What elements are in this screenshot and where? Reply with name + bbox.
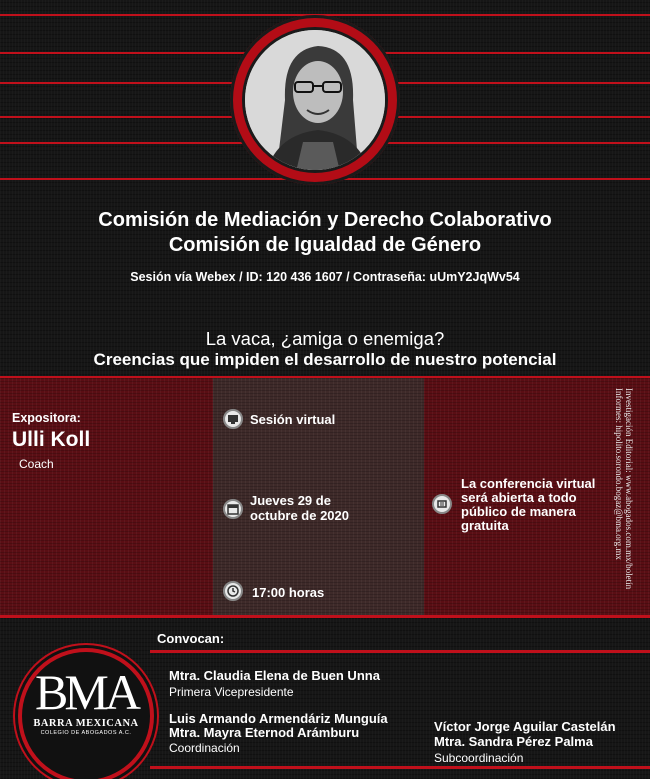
session-mode: Sesión virtual xyxy=(250,412,336,427)
speaker-photo xyxy=(242,27,388,173)
logo-initials: BMA xyxy=(35,664,137,720)
bma-logo-text xyxy=(20,664,152,736)
access-line4: gratuita xyxy=(461,518,509,533)
access-line2: será abierta a todo xyxy=(461,490,577,505)
subcoordinator-role: Subcoordinación xyxy=(434,751,524,765)
access-icon xyxy=(432,494,452,514)
calendar-icon xyxy=(223,499,243,519)
speaker-role: Coach xyxy=(19,457,54,471)
subcoordinator-name-1: Víctor Jorge Aguilar Castelán xyxy=(434,719,616,734)
access-line1: La conferencia virtual xyxy=(461,476,596,491)
coordinator-name-1: Luis Armando Armendáriz Munguía xyxy=(169,711,388,726)
president-role: Primera Vicepresidente xyxy=(169,685,294,699)
topic-subtitle: Creencias que impiden el desarrollo de nuestro potencial xyxy=(93,350,557,369)
divider xyxy=(150,650,650,653)
logo-name: BARRA MEXICANA xyxy=(33,718,139,729)
speaker-label: Expositora: xyxy=(12,411,81,425)
event-date-line1: Jueves 29 de xyxy=(250,493,331,508)
coordinator-name-2: Mtra. Mayra Eternod Arámburu xyxy=(169,725,360,740)
contact-line2: Informes: hipolito.sorondo.bogaz@bma.org.mx xyxy=(614,388,624,560)
event-time: 17:00 horas xyxy=(252,585,325,600)
topic-title: La vaca, ¿amiga o enemiga? xyxy=(205,328,445,349)
committee-title-2: Comisión de Igualdad de Género xyxy=(168,234,482,256)
divider xyxy=(150,766,650,769)
divider xyxy=(0,615,650,618)
logo-subtitle: COLEGIO DE ABOGADOS A.C. xyxy=(40,730,132,736)
contact-vertical xyxy=(614,388,634,606)
session-info: Sesión vía Webex / ID: 120 436 1607 / Contraseña: uUmY2JqWv54 xyxy=(130,270,520,284)
contact-line1: Investigación Editorial: www.abogados.com.mx/boletín xyxy=(624,388,634,590)
speaker-name: Ulli Koll xyxy=(12,428,91,451)
coordinator-role: Coordinación xyxy=(169,741,240,755)
subcoordinator-name-2: Mtra. Sandra Pérez Palma xyxy=(434,734,593,749)
committee-title-1: Comisión de Mediación y Derecho Colaborativo xyxy=(98,209,552,231)
convocan-label: Convocan: xyxy=(157,631,225,646)
president-name: Mtra. Claudia Elena de Buen Unna xyxy=(169,668,380,683)
virtual-session-icon xyxy=(223,409,243,429)
clock-icon xyxy=(223,581,243,601)
access-line3: público de manera xyxy=(461,504,576,519)
event-date-line2: octubre de 2020 xyxy=(250,508,349,523)
